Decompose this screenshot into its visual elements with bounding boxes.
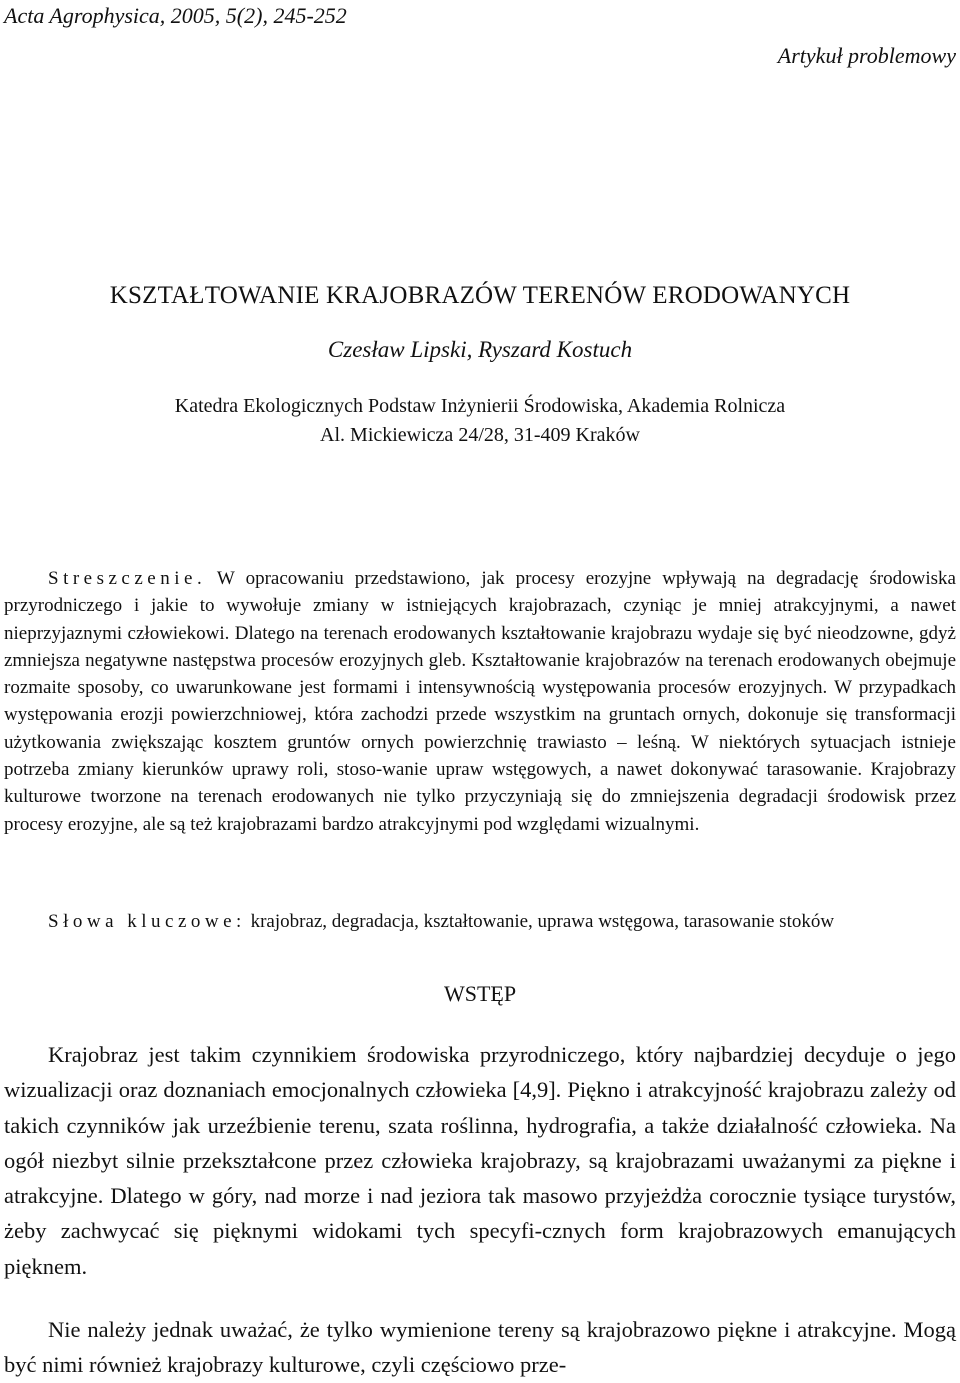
keywords-text: krajobraz, degradacja, kształtowanie, uprawa wstęgowa, tarasowanie stoków — [250, 911, 835, 932]
affiliation-line-2: Al. Mickiewicza 24/28, 31-409 Kraków — [320, 424, 640, 446]
article-type: Artykuł problemowy — [777, 43, 956, 68]
keywords — [48, 908, 956, 935]
abstract-label: Streszczenie. — [48, 568, 207, 589]
journal-citation: Acta Agrophysica, 2005, 5(2), 245-252 — [4, 3, 347, 28]
article-authors: Czesław Lipski, Ryszard Kostuch — [327, 337, 633, 362]
affiliation-line-1: Katedra Ekologicznych Podstaw Inżynierii Środowiska, Akademia Rolnicza — [174, 395, 786, 417]
abstract — [4, 565, 956, 838]
article-title: KSZTAŁTOWANIE KRAJOBRAZÓW TERENÓW ERODOWANYCH — [109, 282, 851, 309]
keywords-label: Słowa kluczowe: — [48, 911, 246, 932]
section-heading: WSTĘP — [443, 981, 517, 1006]
body-paragraph: Nie należy jednak uważać, że tylko wymienione tereny są krajobrazowo piękne i atrakcyjne. Mogą być nimi również krajobrazy kulturowe, czyli częściowo prze- — [4, 1317, 956, 1378]
abstract-text: W opracowaniu przedstawiono, jak procesy erozyjne wpływają na degradację środowiska przyrodniczego i jakie to wywołuje zmiany w istniejących krajobrazach, czyniąc je mniej atrakcyjnymi, a nawet nieprzyjaznymi człowiekowi. Dlatego na terenach erodowanych kształtowanie krajobrazu wydaje się być nieodzowne, gdyż zmniejsza negatywne następstwa procesów erozyjnych gleb. Kształtowanie krajobrazów na terenach erodowanych obejmuje rozmaite sposoby, co uwarunkowane jest formami i intensywnością występowania procesów erozyjnych. W przypadkach występowania erozji powierzchniowej, która zachodzi przede wszystkim na gruntach ornych, dokonuje się transformacji użytkowania zwiększając kosztem gruntów ornych powierzchnię trawiasto – leśną. W niektórych sytuacjach istnieje potrzeba zmiany kierunków uprawy roli, stoso-wanie upraw wstęgowych, a nawet dokonywać tarasowanie. Krajobrazy kulturowe tworzone na terenach erodowanych nie tylko przyczyniają się do zmniejszenia degradacji środowisk przez procesy erozyjne, ale są też krajobrazami bardzo atrakcyjnymi pod względami wizualnymi. — [4, 568, 956, 835]
body-paragraph: Krajobraz jest takim czynnikiem środowiska przyrodniczego, który najbardziej decyduje o jego wizualizacji oraz doznaniach emocjonalnych człowieka [4,9]. Piękno i atrakcyjność krajobrazu zależy od takich czynników jak urzeźbienie terenu, szata roślinna, hydrografia, a także działalność człowieka. Na ogół niezbyt silnie przekształcone przez człowieka krajobrazy, są krajobrazami uważanymi za piękne i atrakcyjne. Dlatego w góry, nad morze i nad jeziora tak masowo przyjeżdża corocznie tysiące turystów, żeby zachwycać się pięknymi widokami tych specyfi-cznych form krajobrazowych emanujących pięknem. — [4, 1042, 956, 1279]
